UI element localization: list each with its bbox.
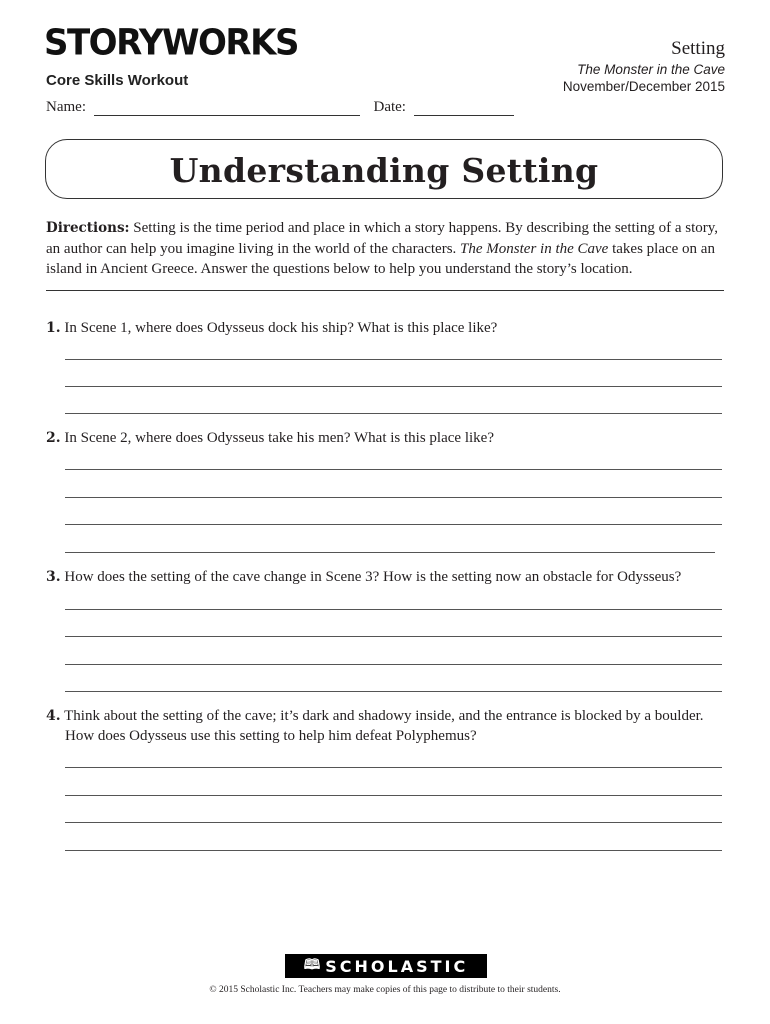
question-2 bbox=[46, 428, 726, 448]
answer-line[interactable] bbox=[65, 664, 722, 665]
divider bbox=[46, 290, 724, 291]
page-title: Understanding Setting bbox=[169, 151, 599, 190]
date-field[interactable] bbox=[414, 101, 514, 116]
answer-line[interactable] bbox=[65, 795, 722, 796]
answer-line[interactable] bbox=[65, 413, 722, 414]
question-4 bbox=[46, 706, 726, 746]
question-number: 1. bbox=[46, 320, 61, 336]
question-1 bbox=[46, 318, 726, 338]
answer-line[interactable] bbox=[65, 359, 722, 360]
question-3 bbox=[46, 567, 726, 587]
answer-line[interactable] bbox=[65, 691, 722, 692]
scholastic-logo bbox=[285, 954, 487, 978]
issue-date: November/December 2015 bbox=[562, 79, 725, 94]
answer-line[interactable] bbox=[65, 552, 715, 553]
name-date-row bbox=[46, 99, 514, 116]
answer-line[interactable] bbox=[65, 850, 722, 851]
question-text: Think about the setting of the cave; it’s dark and shadowy inside, and the entrance is blocked by a boulder. bbox=[64, 708, 704, 724]
story-title: The Monster in the Cave bbox=[577, 62, 725, 77]
book-icon: 🕮 bbox=[303, 957, 321, 973]
answer-line[interactable] bbox=[65, 524, 722, 525]
directions bbox=[46, 218, 726, 280]
name-field[interactable] bbox=[94, 101, 360, 116]
publisher-name: SCHOLASTIC bbox=[325, 956, 469, 976]
question-number: 3. bbox=[46, 569, 61, 585]
answer-line[interactable] bbox=[65, 497, 722, 498]
date-label: Date: bbox=[373, 99, 406, 115]
question-text: In Scene 1, where does Odysseus dock his ship? What is this place like? bbox=[64, 320, 498, 336]
answer-line[interactable] bbox=[65, 767, 722, 768]
directions-label: Directions: bbox=[46, 220, 130, 236]
directions-story-title: The Monster in the Cave bbox=[460, 240, 609, 257]
question-text: In Scene 2, where does Odysseus take his men? What is this place like? bbox=[64, 430, 494, 446]
answer-line[interactable] bbox=[65, 636, 722, 637]
answer-line[interactable] bbox=[65, 469, 722, 470]
skill-label: Setting bbox=[671, 38, 725, 59]
answer-line[interactable] bbox=[65, 609, 722, 610]
storyworks-logo: STORYWORKS bbox=[44, 22, 298, 65]
directions-text-2: takes place on an island in Ancient Greece. Answer the questions below to help you understand the story’s location. bbox=[46, 240, 715, 277]
directions-text-1: Setting is the time period and place in which a story happens. By describing the setting of a story, an author can help you imagine living in the world of the characters. bbox=[46, 220, 719, 257]
question-number: 4. bbox=[46, 708, 61, 724]
question-text-continued: How does Odysseus use this setting to help him defeat Polyphemus? bbox=[65, 728, 477, 744]
copyright-notice: © 2015 Scholastic Inc. Teachers may make copies of this page to distribute to their students. bbox=[209, 985, 561, 995]
question-text: How does the setting of the cave change in Scene 3? How is the setting now an obstacle for Odysseus? bbox=[64, 569, 682, 585]
name-label: Name: bbox=[46, 99, 86, 115]
answer-line[interactable] bbox=[65, 822, 722, 823]
answer-line[interactable] bbox=[65, 386, 722, 387]
subtitle: Core Skills Workout bbox=[46, 72, 189, 89]
title-box bbox=[45, 139, 723, 199]
question-number: 2. bbox=[46, 430, 61, 446]
